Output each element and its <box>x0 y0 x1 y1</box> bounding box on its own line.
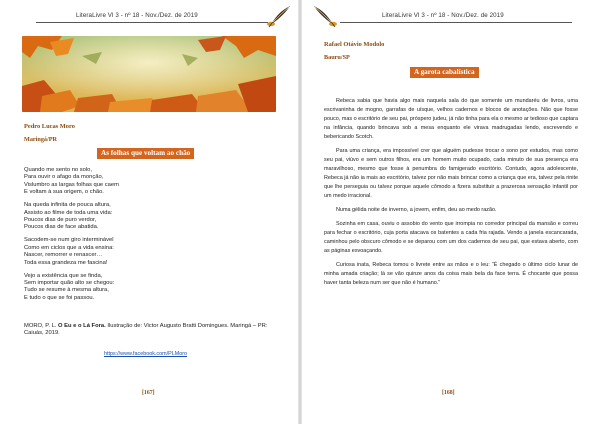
poem-line: Poucos dias de face abatida. <box>24 224 99 231</box>
quill-pen-icon <box>312 4 338 28</box>
poem-stanza-1 <box>24 167 274 197</box>
left-author-name: Pedro Lucas Moro <box>24 123 75 130</box>
bibliographic-reference <box>24 323 280 338</box>
right-page <box>302 0 600 424</box>
facebook-link[interactable]: https://www.facebook.com/PLMoro <box>104 351 187 357</box>
poem-line: Assisto ao filme de toda uma vida: <box>24 209 113 216</box>
magazine-header-text: LiteraLivre Vl 3 - nº 18 - Nov./Dez. de 2019 <box>382 12 504 19</box>
story-paragraph: Para uma criança, era impossível crer que alguém pudesse trocar o sono por estudos, mas como seu pai, viúvo e sem outros filhos, era um homem muito ocupado, cada minuto de sua presença era maravilhoso, mesmo que fosse à penumbra do famigerado escritório. Contudo, agora adolescente, Rebeca já não ia mais ao escritório, talvez por não mais brincar como a criança que era, talvez pela rinite que lhe perseguia ou talvez porque aquele cômodo a fizera substituir a prazerosa sensação infantil por um medo irracional. <box>324 147 578 200</box>
story-paragraph: Numa gélida noite de inverno, a jovem, enfim, deu ao medo razão. <box>336 207 497 214</box>
poem-line: E voltam à sua origem, o chão. <box>24 189 104 196</box>
poem-line: Quando me sento no solo, <box>24 167 92 173</box>
story-paragraph: Curiosa inata, Rebeca tomou o livrete entre as mãos e o leu: “É chegado o último ciclo lunar de minha amada criação; lá se vão quinze anos da coisa mais bela da face terra. É chocante que possa haver tanta beleza num ser que não é humano.” <box>324 261 578 286</box>
poem-line: Sacodem-se num giro interminável <box>24 237 114 244</box>
poem-line: Como em ciclos que a vida ensina: <box>24 244 114 251</box>
left-author-place: Maringá/PR <box>24 136 57 143</box>
poem-line: Poucos dias de puro verdor, <box>24 217 97 224</box>
header-rule <box>36 22 268 23</box>
poem-line: Sem importar quão alto se chegou: <box>24 280 115 287</box>
story-body <box>324 97 578 288</box>
right-author-name: Rafael Otávio Modolo <box>324 41 385 48</box>
poem-line: E tudo o que se foi passou. <box>24 294 95 301</box>
right-story-title: A garota cabalística <box>410 67 479 78</box>
autumn-leaves-photo <box>22 36 276 112</box>
poem-line: Na queda infinita de pouca altura, <box>24 202 111 209</box>
poem-line: Vejo a existência que se finda, <box>24 272 103 279</box>
left-poem-title: As folhas que voltam ao chão <box>97 148 194 159</box>
reference-rest: Ilustração de: Victor Augusto Bratti Domingues. Maringá – PR: Caiuás, 2019. <box>24 323 268 337</box>
poem-line: Para ouvir o afago da monção, <box>24 174 104 181</box>
right-author-place: Bauru/SP <box>324 54 350 61</box>
right-page-number: [168] <box>442 390 455 396</box>
story-paragraph: Rebeca sabia que havia algo mais naquela sala do que somente um mundaréu de livros, uma escrivaninha de mogno, garrafas de uísque, velhos cadernos e blocos de anotações. Não que fosse pouco, mas o escritório de seu pai, próspero judeu, já não tinha para ela o mesmo ar tedioso que captara na infância, quando brincava sob a mesa enquanto ele virava madrugadas lendo, escrevendo e bebericando Scotch. <box>324 98 578 141</box>
left-page <box>0 0 298 424</box>
story-paragraph: Sozinha em casa, ouviu o assobio do vento que irrompia no corredor principal da mansão e correu para fechar o escritório, cuja porta atacava os batentes a cada fria rajada. Vendo a janela escancarada, caminhou pelo obscuro cômodo e se deparou com um dos cadernos de seu pai, que estava aberto, com as páginas esvoaçando. <box>324 220 578 254</box>
magazine-header-text: LiteraLivre Vl 3 - nº 18 - Nov./Dez. de 2019 <box>76 12 198 19</box>
poem-line: Nascer, remorrer e renascer… <box>24 252 103 259</box>
poem-stanza-3 <box>24 237 274 267</box>
reference-title: O Eu e o Lá Fora. <box>58 323 106 329</box>
left-page-header <box>6 4 292 30</box>
right-page-header <box>312 4 594 30</box>
poem-line: Vislumbro as largas folhas que caem <box>24 181 119 188</box>
poem-line: Toda essa grandeza me fascina! <box>24 259 108 266</box>
poem-stanza-4 <box>24 273 274 303</box>
quill-pen-icon <box>266 4 292 28</box>
left-page-number: [167] <box>142 390 155 396</box>
header-rule <box>340 22 572 23</box>
poem-stanza-2 <box>24 202 274 232</box>
poem-body <box>24 167 274 308</box>
poem-line: Tudo se resume à mesma altura, <box>24 287 109 294</box>
reference-prefix: MORO, P. L. <box>24 323 59 329</box>
